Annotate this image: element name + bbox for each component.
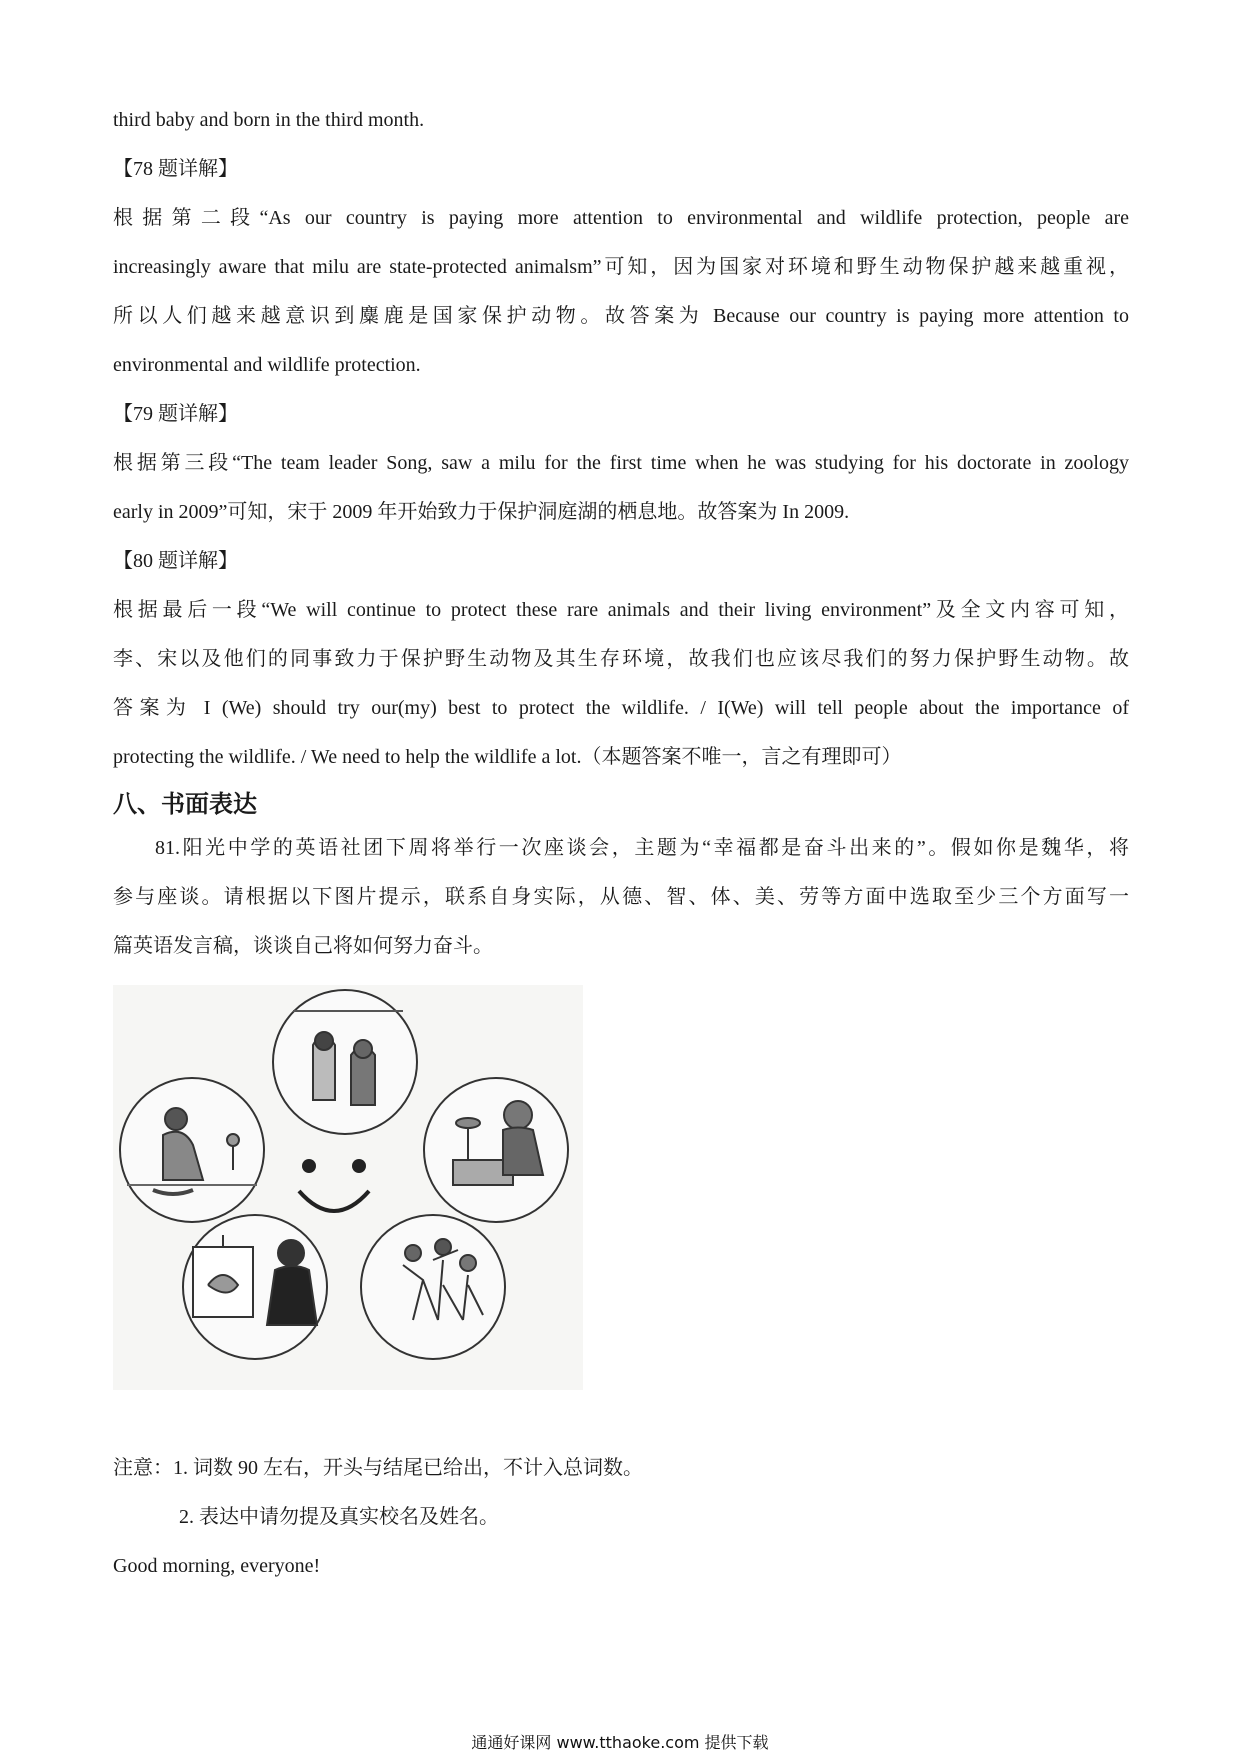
text-line: increasingly aware that milu are state-protected animalsm”可知，因为国家对环境和野生动物保护越来越重视， [113, 256, 1129, 278]
prompt-line: 参与座谈。请根据以下图片提示，联系自身实际，从德、智、体、美、劳等方面中选取至少三个方面写一 [113, 886, 1129, 908]
text-line: 根据第二段“As our country is paying more attention to environmental and wildlife protection, people are [113, 207, 1129, 229]
question-79-heading: 【79 题详解】 [113, 403, 238, 425]
illustration-svg [113, 985, 583, 1390]
prompt-line: 81.阳光中学的英语社团下周将举行一次座谈会，主题为“幸福都是奋斗出来的”。假如你是魏华，将 [155, 837, 1129, 859]
text-line: third baby and born in the third month. [113, 109, 425, 131]
prompt-illustration [113, 985, 583, 1390]
text-line: 答案为 I (We) should try our(my) best to protect the wildlife. / I(We) will tell people about the importance of [113, 697, 1129, 719]
text-line: environmental and wildlife protection. [113, 354, 421, 376]
note-line: 2. 表达中请勿提及真实校名及姓名。 [179, 1506, 499, 1528]
circle-helping-others [273, 990, 417, 1134]
circle-planting-trees [120, 1078, 264, 1222]
note-line: 注意：1. 词数 90 左右，开头与结尾已给出，不计入总词数。 [113, 1457, 643, 1479]
text-line: 根据最后一段“We will continue to protect these rare animals and their living environment”及全文内容可知， [113, 599, 1129, 621]
circle-exercising [361, 1215, 505, 1359]
text-line: early in 2009”可知，宋于 2009 年开始致力于保护洞庭湖的栖息地。故答案为 In 2009. [113, 501, 850, 523]
footer-text: 通通好课网 www.tthaoke.com 提供下载 [471, 1733, 769, 1752]
section-title: 八、书面表达 [113, 790, 257, 818]
question-78-heading: 【78 题详解】 [113, 158, 238, 180]
text-line: 李、宋以及他们的同事致力于保护野生动物及其生存环境，故我们也应该尽我们的努力保护野生动物。故 [113, 648, 1129, 670]
text-line: 根据第三段“The team leader Song, saw a milu for the first time when he was studying for his doctorate in zoology [113, 452, 1129, 474]
question-80-heading: 【80 题详解】 [113, 550, 238, 572]
circle-painting [183, 1215, 327, 1359]
text-line: 所以人们越来越意识到麋鹿是国家保护动物。故答案为 Because our country is paying more attention to [113, 305, 1129, 327]
notes [113, 1444, 1129, 1591]
prompt-line: 篇英语发言稿，谈谈自己将如何努力奋斗。 [113, 935, 493, 957]
opening-line: Good morning, everyone! [113, 1555, 321, 1577]
text-line: protecting the wildlife. / We need to help the wildlife a lot.（本题答案不唯一，言之有理即可） [113, 746, 902, 768]
circle-studying [424, 1078, 568, 1222]
smiley-face-icon [299, 1159, 369, 1211]
document-body [113, 96, 1129, 971]
